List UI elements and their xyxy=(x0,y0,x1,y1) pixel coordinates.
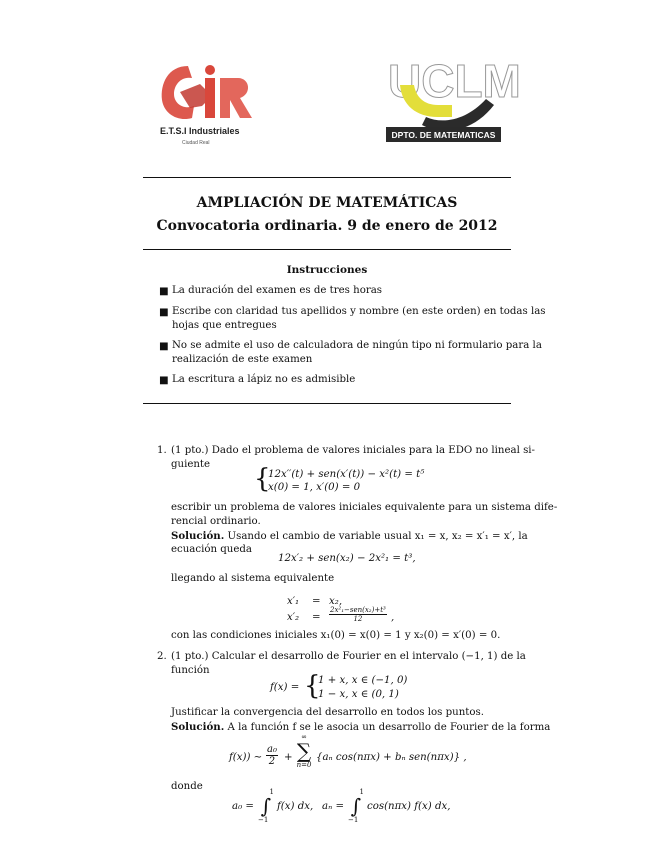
int-lower: −1 xyxy=(348,816,359,824)
a0-lhs: a₀ = xyxy=(232,801,254,812)
series-body: {aₙ cos(nπx) + bₙ sen(nπx)} , xyxy=(316,752,467,763)
sum-icon: ∑ xyxy=(296,739,312,763)
solution-2-label: Solución. xyxy=(171,721,225,733)
brace-icon: { xyxy=(254,464,271,494)
initial-conditions: con las condiciones iniciales x₁(0) = x(0) = 1 y x₂(0) = x′(0) = 0. xyxy=(171,630,501,641)
bullet-icon: ■ xyxy=(159,286,169,297)
sys-eq-b-eq: = xyxy=(312,612,321,623)
solution-2-text: A la función f se le asocia un desarrollo de Fourier de la forma xyxy=(227,722,551,733)
an-lhs: aₙ = xyxy=(322,801,344,812)
fraction-numerator: 2x²₁−sen(x₂)+t³ xyxy=(330,606,386,614)
int-lower: −1 xyxy=(258,816,269,824)
solution-1-text2: ecuación queda xyxy=(171,544,252,555)
problem-1-number: 1. xyxy=(157,445,167,456)
uclm-logo xyxy=(386,55,521,143)
problem-1-line2: guiente xyxy=(171,459,211,470)
problem-1-task2: rencial ordinario. xyxy=(171,516,261,527)
a0-over-2 xyxy=(266,744,278,767)
a0-denominator: 2 xyxy=(268,756,276,767)
problem-2-number: 2. xyxy=(157,651,167,662)
comma: , xyxy=(391,612,395,623)
sys-eq-a-rhs: x₂, xyxy=(329,596,343,607)
bullet-icon: ■ xyxy=(159,341,169,352)
instruction-1: La duración del examen es de tres horas xyxy=(172,285,382,296)
integral-icon: ∫ xyxy=(350,794,362,818)
etsi-logo xyxy=(150,48,260,148)
sum-lower: n=0 xyxy=(296,761,312,769)
sys-eq-a-eq: = xyxy=(312,596,321,607)
integral-icon: ∫ xyxy=(260,794,272,818)
instruction-2a: Escribe con claridad tus apellidos y nombre (en este orden) en todas las xyxy=(172,306,546,317)
an-integrand: cos(nπx) f(x) dx, xyxy=(367,801,451,812)
integral-an xyxy=(348,788,364,825)
bottom-rule xyxy=(143,403,511,404)
sys-eq-b-lhs: x′₂ xyxy=(287,612,300,623)
instruction-3a: No se admite el uso de calculadora de ningún tipo ni formulario para la xyxy=(172,340,542,351)
instruction-3b: realización de este examen xyxy=(172,354,313,365)
problem-1-task1: escribir un problema de valores iniciales equivalente para un sistema dife- xyxy=(171,502,558,513)
int-upper: 1 xyxy=(269,788,274,796)
brace-icon: { xyxy=(304,671,321,701)
system-intro: llegando al sistema equivalente xyxy=(171,573,335,584)
sys-eq-a-lhs: x′₁ xyxy=(287,596,300,607)
function-lhs: f(x) = xyxy=(270,682,300,693)
top-rule xyxy=(143,177,511,178)
justify-text: Justificar la convergencia del desarrollo en todos los puntos. xyxy=(171,707,484,718)
instructions-heading: Instrucciones xyxy=(286,264,368,276)
uclm-mark: UCLM xyxy=(388,55,521,107)
int-upper: 1 xyxy=(359,788,364,796)
integral-a0 xyxy=(258,788,274,825)
uclm-caption: DPTO. DE MATEMATICAS xyxy=(391,130,496,140)
bullet-icon: ■ xyxy=(159,375,169,386)
summation xyxy=(293,733,315,770)
solution-1-text1: Usando el cambio de variable usual x₁ = x, x₂ = x′₁ = x′, la xyxy=(227,531,528,542)
sum-upper: ∞ xyxy=(301,733,307,741)
bullet-icon: ■ xyxy=(159,307,169,318)
reduced-equation: 12x′₂ + sen(x₂) − 2x²₁ = t³, xyxy=(278,553,416,564)
plus-sign: + xyxy=(284,752,293,763)
uclm-logo-icon xyxy=(386,55,521,143)
a0-integrand: f(x) dx, xyxy=(277,801,314,812)
a0-numerator: a₀ xyxy=(267,744,277,755)
case-1: 1 + x, x ∈ (−1, 0) xyxy=(318,675,408,686)
instruction-2b: hojas que entregues xyxy=(172,320,277,331)
exam-subtitle: Convocatoria ordinaria. 9 de enero de 2012 xyxy=(156,218,498,234)
fraction-denominator: 12 xyxy=(353,615,363,623)
solution-1-label: Solución. xyxy=(171,530,225,542)
ode-eq-2: x(0) = 1, x′(0) = 0 xyxy=(268,482,361,493)
problem-2-line1: (1 pto.) Calcular el desarrollo de Fourier en el intervalo (−1, 1) de la xyxy=(171,651,526,662)
problem-1-line1: (1 pto.) Dado el problema de valores iniciales para la EDO no lineal si- xyxy=(171,445,536,456)
ode-eq-1: 12x′′(t) + sen(x′(t)) − x²(t) = t⁵ xyxy=(268,469,425,480)
exam-title: AMPLIACIÓN DE MATEMÁTICAS xyxy=(196,195,458,211)
instruction-4: La escritura a lápiz no es admisible xyxy=(172,374,356,385)
etsi-caption: E.T.S.I Industriales xyxy=(160,126,240,136)
mid-rule xyxy=(143,249,511,250)
cir-logo-icon xyxy=(150,48,260,148)
case-2: 1 − x, x ∈ (0, 1) xyxy=(318,689,399,700)
etsi-subcaption: Ciudad Real xyxy=(182,140,210,146)
problem-2-line2: función xyxy=(171,665,210,676)
series-lhs: f(x)) ∼ xyxy=(229,752,263,763)
donde-text: donde xyxy=(171,781,203,792)
sys-eq-b-fraction xyxy=(329,606,387,623)
